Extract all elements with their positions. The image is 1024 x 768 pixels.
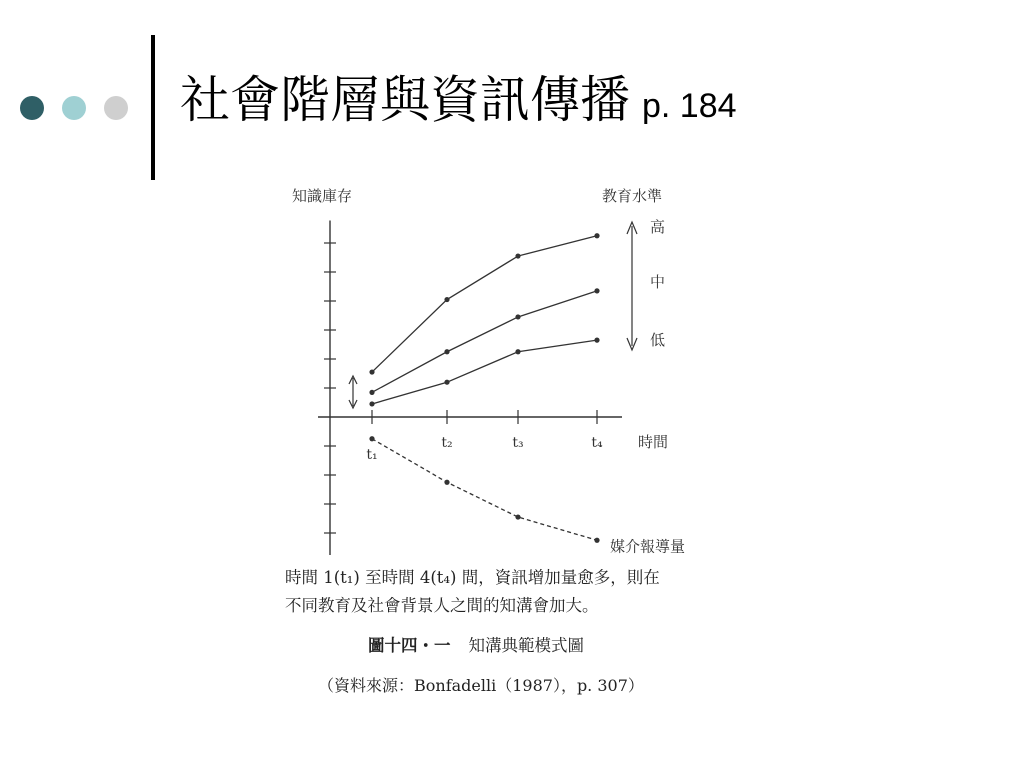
data-point	[515, 349, 520, 354]
data-point	[444, 480, 449, 485]
figure-number: 圖十四・一	[368, 636, 451, 655]
figure-source: （資料來源：Bonfadelli（1987），p. 307）	[318, 676, 644, 695]
slide-title-text: 社會階層與資訊傳播	[180, 71, 630, 129]
slide-title	[180, 70, 737, 130]
y-axis-label: 知識庫存	[292, 187, 353, 205]
chart-labels	[292, 187, 685, 555]
series-label: 中	[650, 273, 666, 291]
x-tick-label: t₃	[512, 435, 524, 451]
chart-marks	[349, 222, 637, 543]
series-label: 高	[650, 218, 666, 236]
legend-title: 教育水準	[602, 187, 663, 205]
data-point	[515, 314, 520, 319]
figure-title-text: 知溝典範模式圖	[468, 636, 584, 655]
chart-axes	[318, 221, 622, 556]
bullet-dot-dark	[20, 96, 44, 120]
series-line	[372, 236, 597, 372]
data-point	[444, 380, 449, 385]
data-point	[369, 390, 374, 395]
series-line	[372, 439, 597, 541]
data-point	[594, 538, 599, 543]
title-divider	[151, 35, 155, 180]
knowledge-gap-chart	[270, 170, 750, 555]
series-line	[372, 291, 597, 393]
series-line	[372, 340, 597, 404]
data-point	[369, 436, 374, 441]
data-point	[515, 253, 520, 258]
data-point	[594, 288, 599, 293]
data-point	[515, 514, 520, 519]
data-point	[444, 349, 449, 354]
x-axis-label: 時間	[638, 433, 669, 451]
x-tick-label: t₁	[366, 447, 378, 463]
figure-caption-line-2: 不同教育及社會背景人之間的知溝會加大。	[285, 596, 599, 615]
x-tick-label: t₂	[441, 435, 453, 451]
data-point	[369, 401, 374, 406]
data-point	[369, 369, 374, 374]
bullet-dot-grey	[104, 96, 128, 120]
bullet-dot-light	[62, 96, 86, 120]
page-reference: p. 184	[642, 87, 737, 125]
figure-caption-line-1: 時間 1(t₁) 至時間 4(t₄) 間，資訊增加量愈多，則在	[285, 568, 660, 587]
data-point	[594, 338, 599, 343]
x-tick-label: t₄	[591, 435, 603, 451]
series-label: 低	[650, 331, 666, 349]
series-label: 媒介報導量	[610, 537, 686, 555]
data-point	[594, 233, 599, 238]
data-point	[444, 297, 449, 302]
figure-title	[368, 632, 584, 656]
